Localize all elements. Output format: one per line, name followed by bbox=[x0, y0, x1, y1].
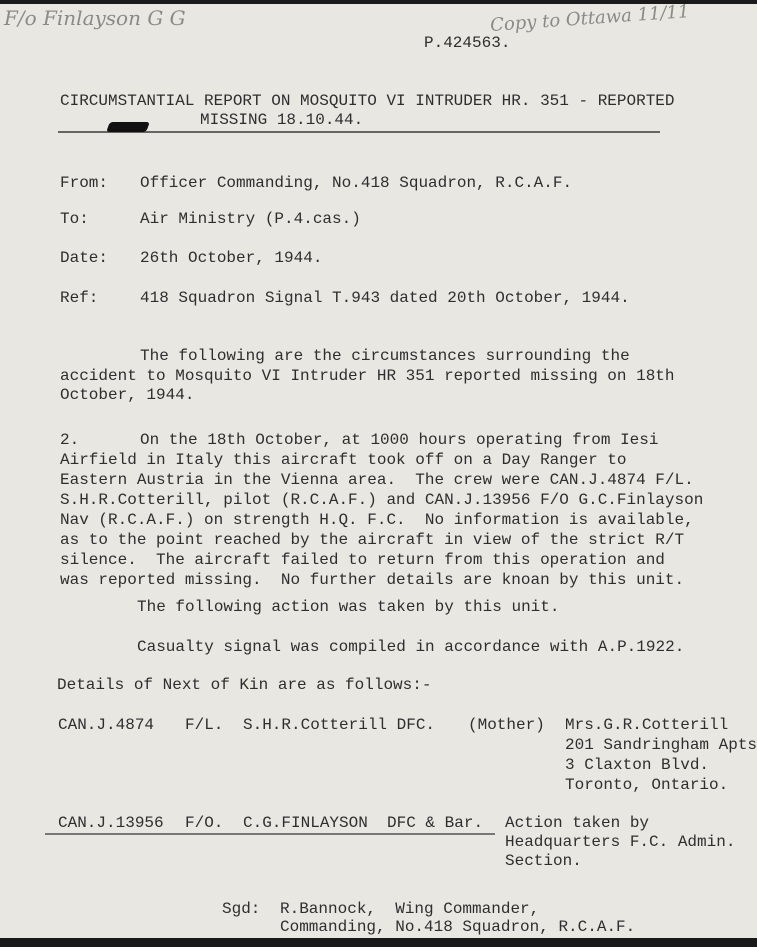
paragraph1-line: accident to Mosquito VI Intruder HR 351 reported missing on 18th bbox=[60, 367, 675, 385]
ink-blot bbox=[106, 122, 150, 132]
to-value: Air Ministry (P.4.cas.) bbox=[140, 210, 361, 228]
nok2-note-line: Section. bbox=[505, 852, 582, 870]
signature-line-2: Commanding, No.418 Squadron, R.C.A.F. bbox=[280, 918, 636, 936]
to-label: To: bbox=[60, 210, 89, 228]
handwritten-name-note: F/o Finlayson G G bbox=[4, 6, 186, 30]
nok1-address-line: Toronto, Ontario. bbox=[565, 776, 729, 794]
nok1-relation: (Mother) bbox=[468, 716, 545, 734]
action-line: The following action was taken by this unit. bbox=[137, 598, 560, 616]
nok1-rank: F/L. bbox=[185, 716, 224, 734]
paragraph2-line: Eastern Austria in the Vienna area. The crew were CAN.J.4874 F/L. bbox=[60, 471, 694, 489]
title-line-2: MISSING 18.10.44. bbox=[200, 111, 364, 129]
handwritten-copy-note: Copy to Ottawa 11/11 bbox=[489, 1, 691, 36]
paragraph1-line: The following are the circumstances surrounding the bbox=[140, 347, 630, 365]
paragraph1-line: October, 1944. bbox=[60, 386, 195, 404]
date-value: 26th October, 1944. bbox=[140, 249, 323, 267]
paragraph2-line: Nav (R.C.A.F.) on strength H.Q. F.C. No information is available, bbox=[60, 511, 694, 529]
nok1-address-line: 201 Sandringham Apts bbox=[565, 736, 757, 754]
nok2-note-line: Action taken by bbox=[505, 814, 650, 832]
title-underline bbox=[58, 131, 660, 133]
reference-number: P.424563. bbox=[424, 34, 511, 52]
from-label: From: bbox=[60, 174, 109, 192]
paragraph2-line: silence. The aircraft failed to return from this operation and bbox=[60, 551, 665, 569]
from-value: Officer Commanding, No.418 Squadron, R.C.A.F. bbox=[140, 174, 573, 192]
nok1-name: S.H.R.Cotterill DFC. bbox=[243, 716, 436, 734]
nok2-underline bbox=[45, 833, 495, 835]
paragraph2-line: On the 18th October, at 1000 hours operating from Iesi bbox=[140, 431, 659, 449]
paragraph2-line: as to the point reached by the aircraft in view of the strict R/T bbox=[60, 531, 685, 549]
signature-label: Sgd: bbox=[222, 900, 261, 918]
nok1-address-line: 3 Claxton Blvd. bbox=[565, 756, 710, 774]
nok2-rank: F/O. bbox=[185, 814, 224, 832]
ref-label: Ref: bbox=[60, 289, 99, 307]
nok-heading: Details of Next of Kin are as follows:- bbox=[57, 676, 432, 694]
paragraph2-line: S.H.R.Cotterill, pilot (R.C.A.F.) and CAN.J.13956 F/O G.C.Finlayson bbox=[60, 491, 704, 509]
ref-value: 418 Squadron Signal T.943 dated 20th October, 1944. bbox=[140, 289, 630, 307]
paragraph2-line: was reported missing. No further details are knoan by this unit. bbox=[60, 571, 685, 589]
document-page bbox=[0, 1, 757, 938]
nok1-address-line: Mrs.G.R.Cotterill bbox=[565, 716, 729, 734]
paragraph2-line: Airfield in Italy this aircraft took off on a Day Ranger to bbox=[60, 451, 627, 469]
signature-line-1: R.Bannock, Wing Commander, bbox=[280, 900, 540, 918]
nok2-name: C.G.FINLAYSON DFC & Bar. bbox=[243, 814, 484, 832]
nok1-number: CAN.J.4874 bbox=[58, 716, 155, 734]
nok2-note-line: Headquarters F.C. Admin. bbox=[505, 833, 736, 851]
casualty-line: Casualty signal was compiled in accordance with A.P.1922. bbox=[137, 638, 685, 656]
date-label: Date: bbox=[60, 249, 109, 267]
title-line-1: CIRCUMSTANTIAL REPORT ON MOSQUITO VI INTRUDER HR. 351 - REPORTED bbox=[60, 92, 675, 110]
nok2-number: CAN.J.13956 bbox=[58, 814, 164, 832]
paragraph2-number: 2. bbox=[60, 431, 80, 449]
